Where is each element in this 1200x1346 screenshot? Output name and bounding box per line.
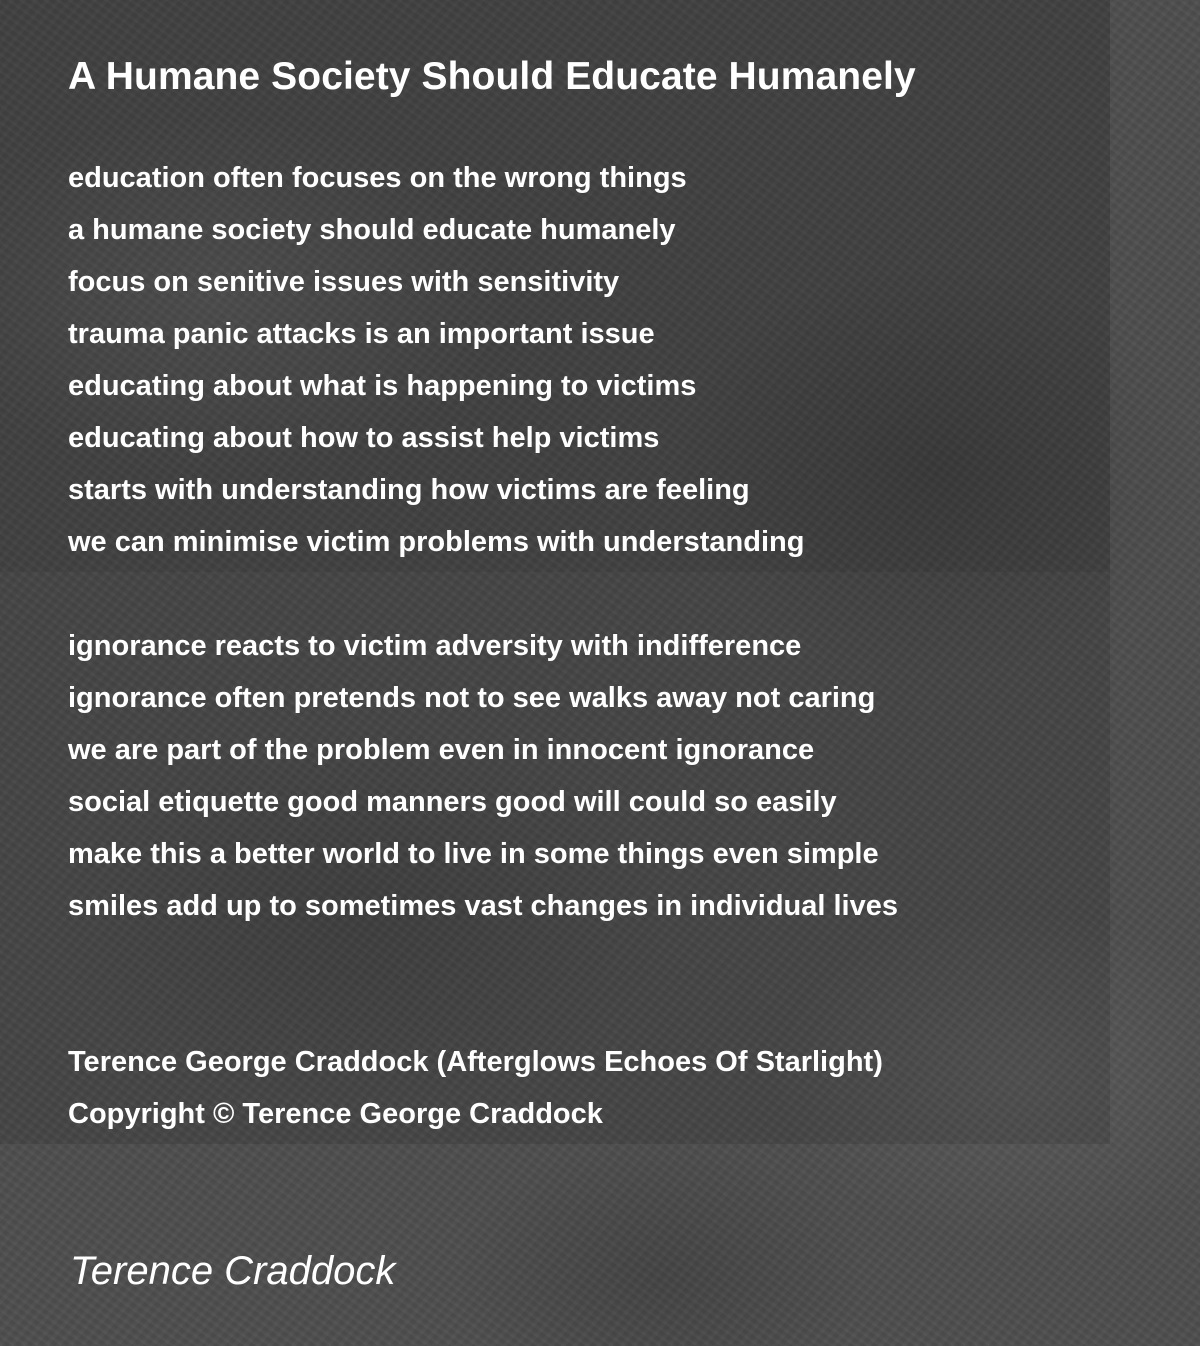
poem-line: social etiquette good manners good will could so easily xyxy=(68,786,837,818)
poem-title: A Humane Society Should Educate Humanely xyxy=(68,55,916,98)
poem-line: make this a better world to live in some things even simple xyxy=(68,838,879,870)
stanza-1 xyxy=(68,152,804,568)
poem-line: focus on senitive issues with sensitivity xyxy=(68,266,620,298)
poem-line: starts with understanding how victims are feeling xyxy=(68,474,750,506)
poem-line: a humane society should educate humanely xyxy=(68,214,676,246)
author-and-collection: Terence George Craddock (Afterglows Echoes Of Starlight) xyxy=(68,1046,883,1078)
poem-line: educating about what is happening to victims xyxy=(68,370,697,402)
poem-line: education often focuses on the wrong things xyxy=(68,162,687,194)
poem-line: smiles add up to sometimes vast changes in individual lives xyxy=(68,890,898,922)
poem-line: we can minimise victim problems with understanding xyxy=(68,526,805,558)
stanza-2 xyxy=(68,620,898,932)
poem-line: we are part of the problem even in innocent ignorance xyxy=(68,734,815,766)
author-signature: Terence Craddock xyxy=(70,1249,396,1293)
poem-attribution xyxy=(68,1036,883,1140)
poem-line: educating about how to assist help victims xyxy=(68,422,660,454)
poem-line: trauma panic attacks is an important issue xyxy=(68,318,655,350)
poem-line: ignorance often pretends not to see walks away not caring xyxy=(68,682,876,714)
poem-line: ignorance reacts to victim adversity with indifference xyxy=(68,630,802,662)
copyright-notice: Copyright © Terence George Craddock xyxy=(68,1098,603,1130)
